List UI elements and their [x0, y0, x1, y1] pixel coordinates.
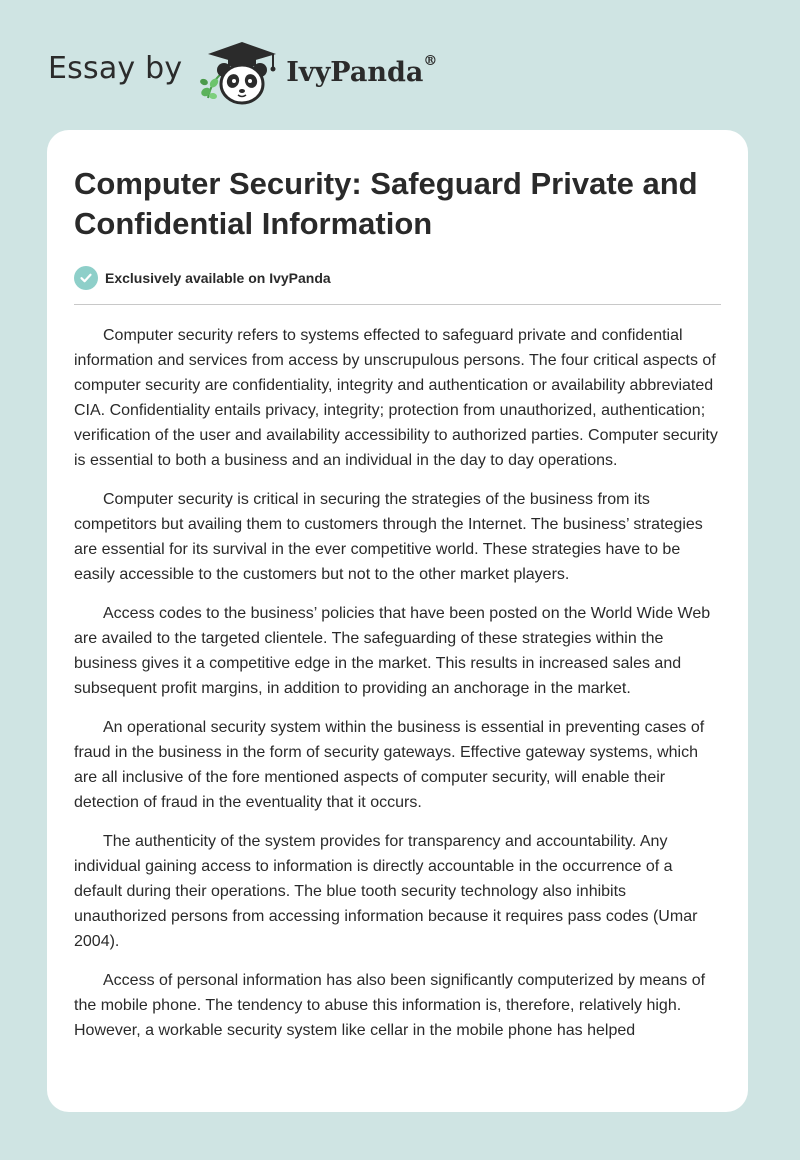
- paragraph: The authenticity of the system provides for transparency and accountability. Any individual gaining access to information is directly accountable in the occurrence of a default during their operations. The blue tooth security technology also inhibits unauthorized persons from accessing information because it requires pass codes (Umar 2004).: [74, 833, 698, 950]
- paragraph: Computer security refers to systems effected to safeguard private and confidential information and services from access by unscrupulous persons. The four critical aspects of computer security are confidentiality, integrity and authentication or availability abbreviated CIA. Confidentiality entails privacy, integrity; protection from unauthorized, authentication; verification of the user and availability accessibility to authorized parties. Computer security is essential to both a business and an individual in the day to day operations.: [74, 327, 718, 469]
- divider: [74, 304, 721, 305]
- paragraph: Access codes to the business’ policies that have been posted on the World Wide Web are availed to the targeted clientele. The safeguarding of these strategies within the business gives it a competitive edge in the market. This results in increased sales and subsequent profit margins, in addition to providing an anchorage in the market.: [74, 605, 711, 697]
- paragraph: An operational security system within the business is essential in preventing cases of fraud in the business in the form of security gateways. Effective gateway systems, which are all inclusive of the fore mentioned aspects of computer security, will enable their detection of fraud in the eventuality that it occurs.: [74, 719, 705, 811]
- brand-name: IvyPanda®: [286, 52, 438, 88]
- page-title: Computer Security: Safeguard Private and Confidential Information: [74, 166, 698, 241]
- check-circle-icon: [74, 266, 98, 290]
- paragraph: Computer security is critical in securing the strategies of the business from its competitors but availing them to customers through the Internet. The business’ strategies are essential for its survival in the ever competitive world. These strategies have to be easily accessible to the customers but not to the other market players.: [74, 491, 703, 583]
- essay-body: [74, 323, 721, 1043]
- exclusive-label: Exclusively available on IvyPanda: [105, 270, 331, 286]
- panda-logo-icon: [194, 36, 284, 106]
- registered-mark: ®: [423, 52, 438, 69]
- paragraph: Access of personal information has also been significantly computerized by means of the mobile phone. The tendency to abuse this information is, therefore, relatively high. However, a workable security system like cellar in the mobile phone has helped: [74, 972, 706, 1039]
- brand-header[interactable]: [48, 36, 437, 106]
- brand-prefix: Essay by: [48, 50, 183, 86]
- exclusive-badge: [74, 266, 721, 290]
- essay-card: [47, 130, 748, 1112]
